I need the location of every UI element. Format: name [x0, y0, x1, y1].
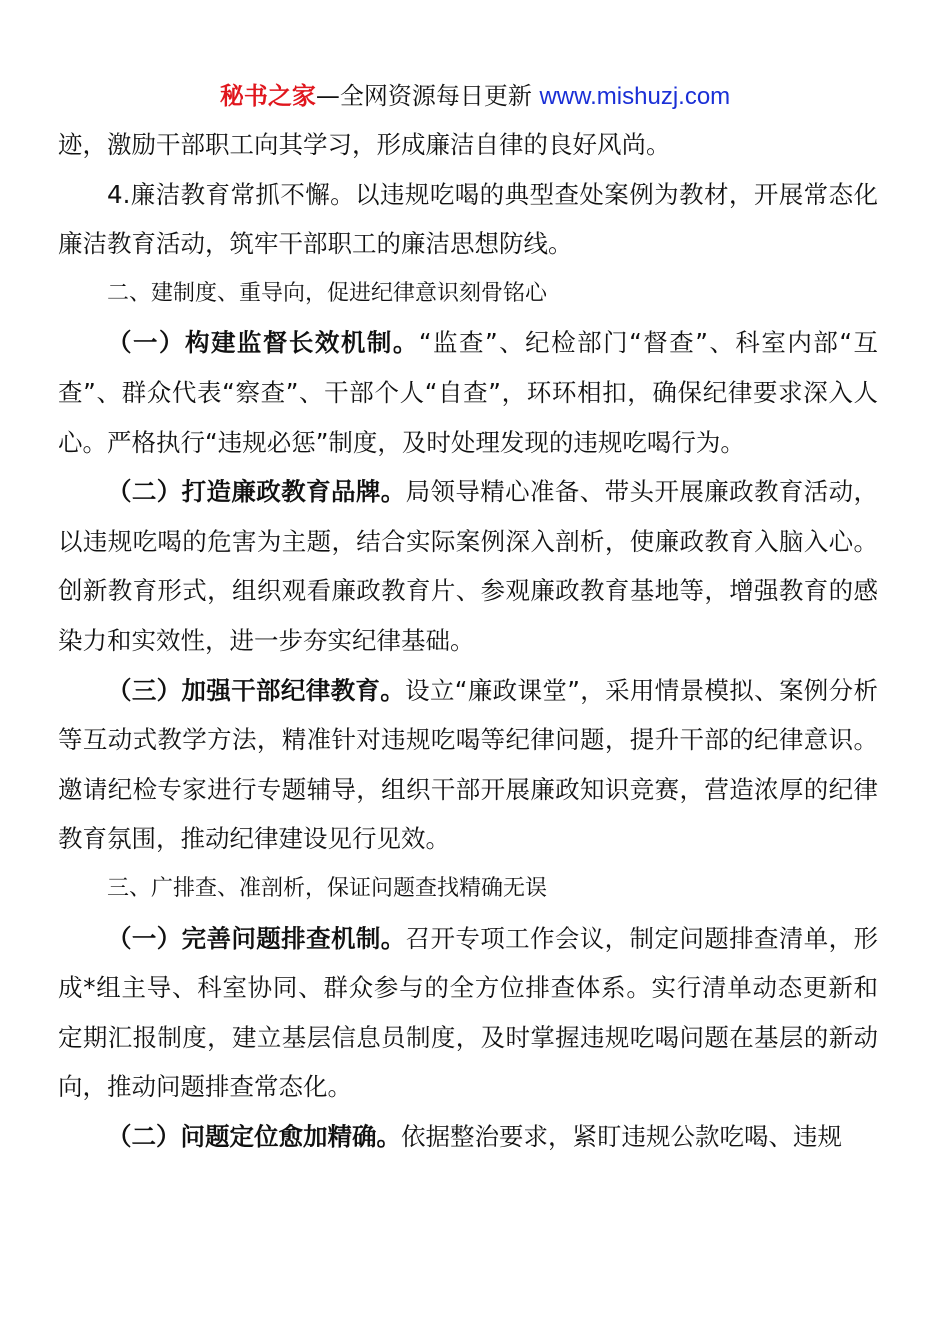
paragraph-body: 依据整治要求，紧盯违规公款吃喝、违规	[401, 1121, 842, 1151]
paragraph-3-1	[58, 914, 878, 1112]
paragraph-2-3	[58, 666, 878, 864]
paragraph-lead: （一）构建监督长效机制。	[107, 328, 419, 358]
paragraph-continuation: 迹，激励干部职工向其学习，形成廉洁自律的良好风尚。	[58, 130, 671, 159]
paragraph-item-4: 4.廉洁教育常抓不懈。以违规吃喝的典型查处案例为教材，开展常态化廉洁教育活动，筑牢干部职工的廉洁思想防线。	[58, 179, 878, 259]
site-url[interactable]: www.mishuzj.com	[539, 83, 731, 110]
paragraph-lead: （二）问题定位愈加精确。	[107, 1121, 401, 1151]
paragraph-body: “监查”、纪检部门“督查”、科室内部“互查”、群众代表“察查”、干部个人“自查”，环环相扣，确保纪律要求深入人心。严格执行“违规必惩”制度，及时处理发现的违规吃喝行为。	[58, 328, 879, 457]
paragraph-lead: （二）打造廉政教育品牌。	[107, 477, 406, 507]
page-header	[0, 80, 950, 113]
paragraph-2-2	[58, 467, 878, 665]
document-body	[58, 120, 878, 1161]
paragraph-3-2	[58, 1112, 878, 1162]
paragraph-body: 设立“廉政课堂”，采用情景模拟、案例分析等互动式教学方法，精准针对违规吃喝等纪律问题，提升干部的纪律意识。邀请纪检专家进行专题辅导，组织干部开展廉政知识竞赛，营造浓厚的纪律教育氛围，推动纪律建设见行见效。	[58, 675, 878, 854]
paragraph-lead: （一）完善问题排查机制。	[107, 923, 406, 953]
section-heading-3: 三、广排查、准剖析，保证问题查找精确无误	[107, 875, 548, 901]
paragraph-lead: （三）加强干部纪律教育。	[107, 675, 406, 705]
brand-name: 秘书之家	[219, 82, 316, 110]
paragraph-body: 召开专项工作会议，制定问题排查清单，形成*组主导、科室协同、群众参与的全方位排查体系。实行清单动态更新和定期汇报制度，建立基层信息员制度，及时掌握违规吃喝问题在基层的新动向，推动问题排查常态化。	[58, 923, 879, 1102]
header-tagline: —全网资源每日更新	[315, 82, 532, 110]
paragraph-2-1	[58, 318, 878, 467]
paragraph-body: 局领导精心准备、带头开展廉政教育活动，以违规吃喝的危害为主题，结合实际案例深入剖析，使廉政教育入脑入心。创新教育形式，组织观看廉政教育片、参观廉政教育基地等，增强教育的感染力和实效性，进一步夯实纪律基础。	[58, 477, 879, 655]
section-heading-2: 二、建制度、重导向，促进纪律意识刻骨铭心	[107, 280, 548, 306]
